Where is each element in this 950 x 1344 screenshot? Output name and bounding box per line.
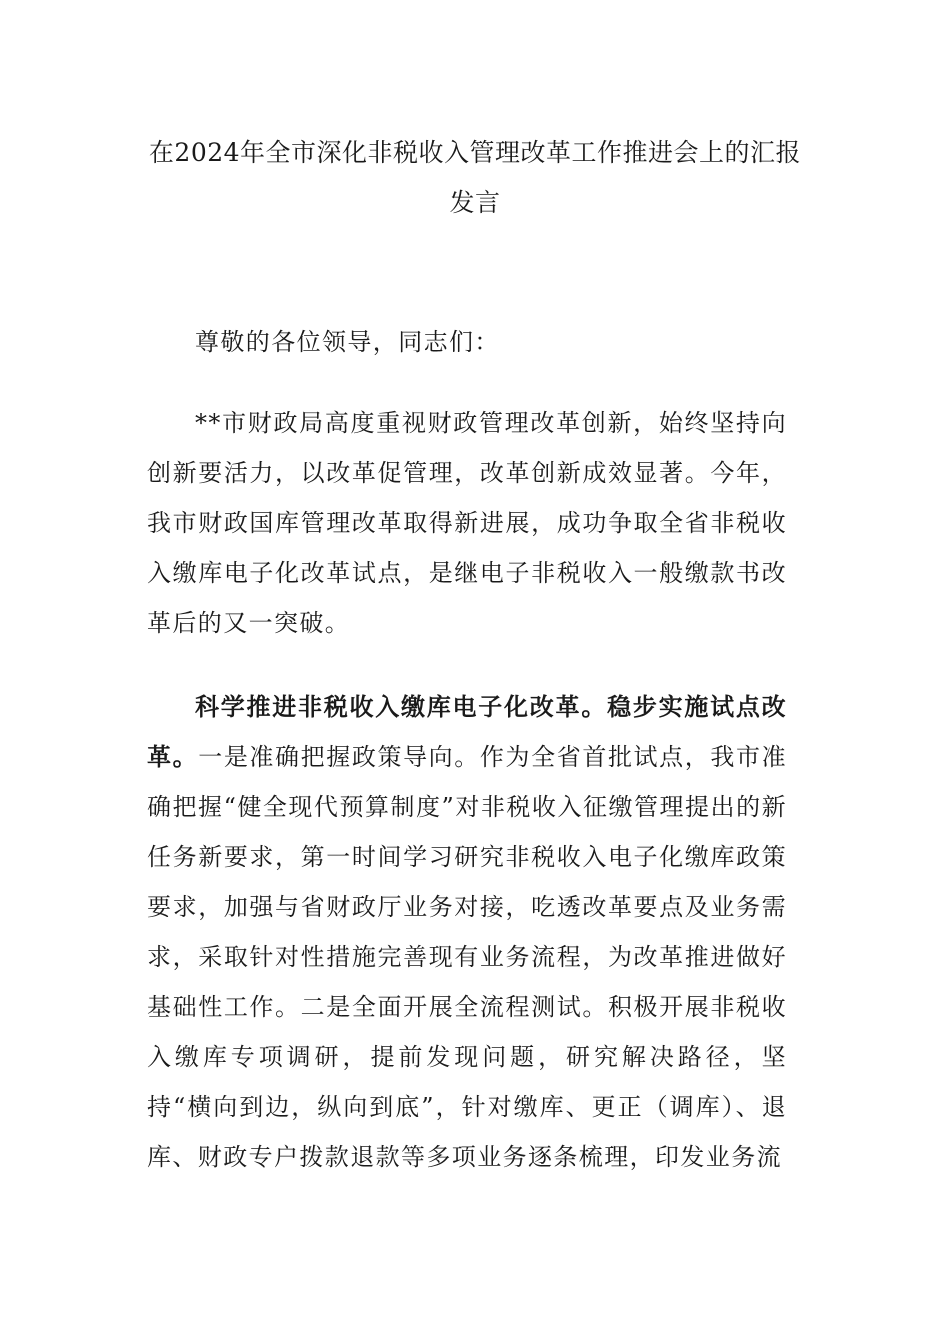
reform-paragraph	[147, 682, 787, 1182]
document-title: 在2024年全市深化非税收入管理改革工作推进会上的汇报发言	[148, 138, 802, 217]
greeting-line: 尊敬的各位领导，同志们：	[195, 328, 500, 356]
reform-heading: 科学推进非税收入缴库电子化改革。稳步实施试点改革。	[147, 692, 787, 771]
reform-body: 一是准确把握政策导向。作为全省首批试点，我市准确把握“健全现代预算制度”对非税收入征缴管理提出的新任务新要求，第一时间学习研究非税收入电子化缴库政策要求，加强与省财政厅业务对接，吃透改革要点及业务需求，采取针对性措施完善现有业务流程，为改革推进做好基础性工作。二是全面开展全流程测试。积极开展非税收入缴库专项调研，提前发现问题，研究解决路径，坚持“横向到边，纵向到底”，针对缴库、更正（调库）、退库、财政专户拨款退款等多项业务逐条梳理，印发业务流	[147, 743, 787, 1171]
intro-paragraph: **市财政局高度重视财政管理改革创新，始终坚持向创新要活力，以改革促管理，改革创新成效显著。今年，我市财政国库管理改革取得新进展，成功争取全省非税收入缴库电子化改革试点，是继电子非税收入一般缴款书改革后的又一突破。	[147, 409, 787, 637]
